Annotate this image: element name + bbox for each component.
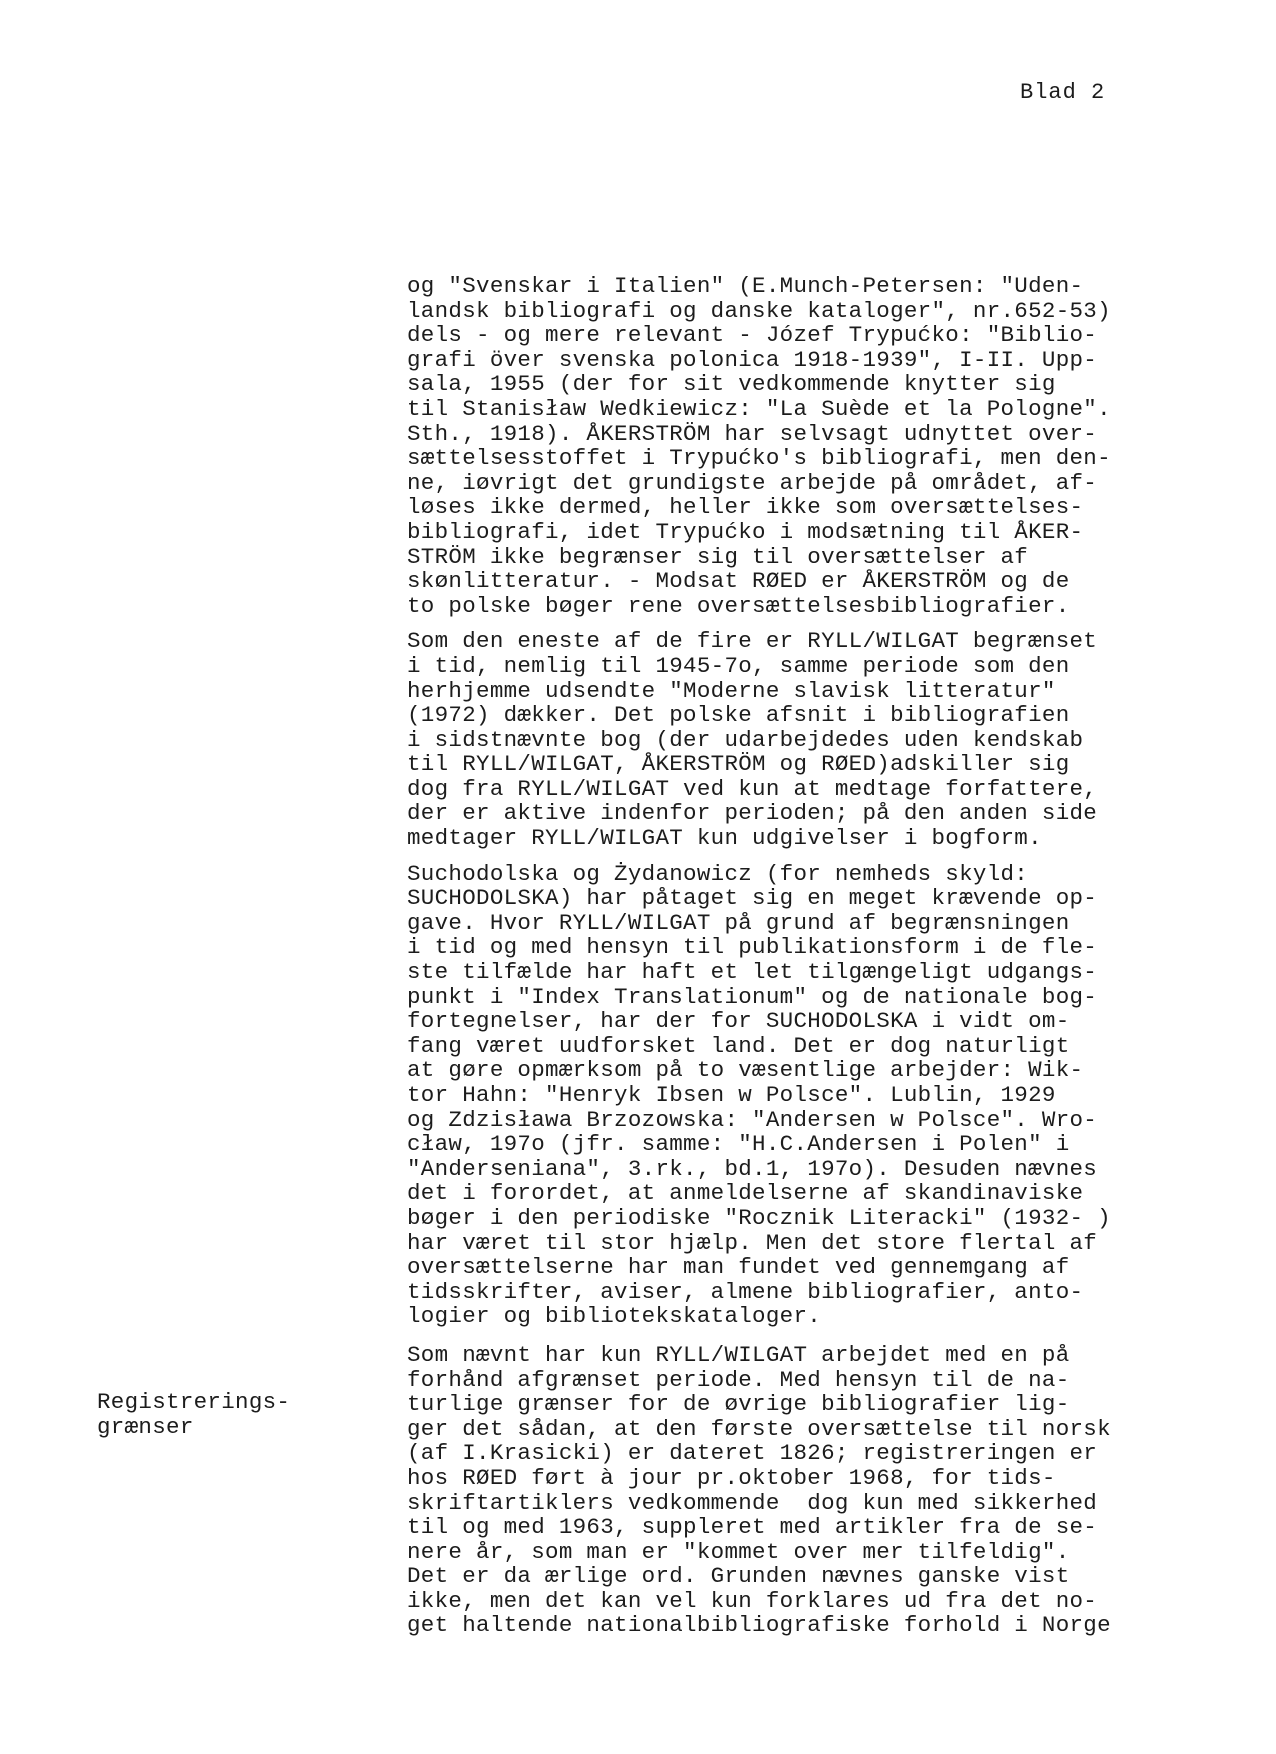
text-line: bibliografi, idet Trypućko i modsætning til ÅKER-	[407, 518, 1084, 545]
text-line: ne, iøvrigt det grundigste arbejde på området, af-	[407, 469, 1098, 496]
text-line: cław, 197o (jfr. samme: "H.C.Andersen i Polen" i	[407, 1131, 1070, 1158]
text-line: SUCHODOLSKA) har påtaget sig en meget krævende op-	[407, 885, 1098, 912]
text-line: har været til stor hjælp. Men det store flertal af	[407, 1229, 1098, 1256]
text-line: dels - og mere relevant - Józef Trypućko: "Biblio-	[407, 322, 1098, 349]
text-line: gave. Hvor RYLL/WILGAT på grund af begrænsningen	[407, 909, 1070, 936]
text-line: sala, 1955 (der for sit vedkommende knytter sig	[407, 371, 1056, 398]
paragraph-registreringsgraenser	[407, 1343, 1197, 1638]
text-line: (af I.Krasicki) er dateret 1826; registreringen er	[407, 1440, 1098, 1467]
text-line: til RYLL/WILGAT, ÅKERSTRÖM og RØED)adskiller sig	[407, 751, 1070, 778]
text-line: det i forordet, at anmeldelserne af skandinaviske	[407, 1180, 1084, 1207]
paragraph-suchodolska	[407, 862, 1197, 1329]
text-line: grafi över svenska polonica 1918-1939", I-II. Upp-	[407, 346, 1098, 373]
text-line: skønlitteratur. - Modsat RØED er ÅKERSTRÖM og de	[407, 568, 1070, 595]
text-line: tidsskrifter, aviser, almene bibliografier, anto-	[407, 1278, 1084, 1305]
margin-heading-line: Registrerings-	[97, 1389, 291, 1415]
text-line: logier og bibliotekskataloger.	[407, 1303, 822, 1330]
text-line: bøger i den periodiske "Rocznik Literacki" (1932- )	[407, 1204, 1111, 1231]
text-line: nere år, som man er "kommet over mer tilfeldig".	[407, 1538, 1070, 1565]
text-line: (1972) dækker. Det polske afsnit i bibliografien	[407, 702, 1070, 729]
text-line: get haltende nationalbibliografiske forhold i Norge	[407, 1612, 1111, 1639]
margin-heading-line: grænser	[97, 1413, 194, 1440]
text-line: forhånd afgrænset periode. Med hensyn til de na-	[407, 1366, 1070, 1393]
text-line: i tid og med hensyn til publikationsform i de fle-	[407, 934, 1098, 961]
text-line: til og med 1963, suppleret med artikler fra de se-	[407, 1514, 1098, 1541]
text-line: løses ikke dermed, heller ikke som oversættelses-	[407, 494, 1084, 521]
text-line: i tid, nemlig til 1945-7o, samme periode som den	[407, 652, 1070, 679]
text-line: STRÖM ikke begrænser sig til oversættelser af	[407, 543, 1029, 570]
text-line: ste tilfælde har haft et let tilgængeligt udgangs-	[407, 959, 1098, 986]
page-number-label: Blad 2	[1020, 80, 1106, 105]
text-line: turlige grænser for de øvrige bibliografier lig-	[407, 1391, 1070, 1418]
text-line: Som nævnt har kun RYLL/WILGAT arbejdet med en på	[407, 1341, 1070, 1368]
text-line: herhjemme udsendte "Moderne slavisk litteratur"	[407, 677, 1056, 704]
text-line: Det er da ærlige ord. Grunden nævnes ganske vist	[407, 1563, 1070, 1590]
text-line: "Anderseniana", 3.rk., bd.1, 197o). Desuden nævnes	[407, 1155, 1098, 1182]
text-line: fang været uudforsket land. Det er dog naturligt	[407, 1032, 1070, 1059]
document-body	[407, 274, 1197, 1649]
text-line: og Zdzisława Brzozowska: "Andersen w Polsce". Wro-	[407, 1106, 1098, 1133]
text-line: skriftartiklers vedkommende dog kun med sikkerhed	[407, 1489, 1098, 1516]
text-line: og "Svenskar i Italien" (E.Munch-Petersen: "Uden-	[407, 273, 1084, 299]
text-line: landsk bibliografi og danske kataloger", nr.652-53)	[407, 297, 1111, 324]
text-line: tor Hahn: "Henryk Ibsen w Polsce". Lublin, 1929	[407, 1082, 1056, 1108]
text-line: ikke, men det kan vel kun forklares ud fra det no-	[407, 1587, 1098, 1614]
paragraph-svenska-polonica	[407, 274, 1197, 618]
text-line: der er aktive indenfor perioden; på den anden side	[407, 800, 1098, 827]
paragraph-ryll-wilgat	[407, 629, 1197, 850]
text-line: Som den eneste af de fire er RYLL/WILGAT begrænset	[407, 628, 1098, 655]
text-line: fortegnelser, har der for SUCHODOLSKA i vidt om-	[407, 1008, 1070, 1035]
text-line: hos RØED ført à jour pr.oktober 1968, for tids-	[407, 1464, 1056, 1491]
margin-heading-registreringsgraenser	[97, 1390, 290, 1439]
text-line: medtager RYLL/WILGAT kun udgivelser i bogform.	[407, 825, 1042, 852]
text-line: Suchodolska og Żydanowicz (for nemheds skyld:	[407, 860, 1029, 887]
text-line: sættelsesstoffet i Trypućko's bibliografi, men den-	[407, 445, 1111, 472]
text-line: ger det sådan, at den første oversættelse til norsk	[407, 1415, 1111, 1442]
text-line: punkt i "Index Translationum" og de nationale bog-	[407, 983, 1098, 1010]
text-line: til Stanisław Wedkiewicz: "La Suède et la Pologne".	[407, 395, 1111, 422]
text-line: Sth., 1918). ÅKERSTRÖM har selvsagt udnyttet over-	[407, 420, 1098, 447]
text-line: oversættelserne har man fundet ved gennemgang af	[407, 1254, 1070, 1281]
text-line: i sidstnævnte bog (der udarbejdedes uden kendskab	[407, 726, 1084, 753]
text-line: at gøre opmærksom på to væsentlige arbejder: Wik-	[407, 1057, 1084, 1084]
text-line: to polske bøger rene oversættelsesbibliografier.	[407, 592, 1070, 619]
text-line: dog fra RYLL/WILGAT ved kun at medtage forfattere,	[407, 775, 1098, 802]
